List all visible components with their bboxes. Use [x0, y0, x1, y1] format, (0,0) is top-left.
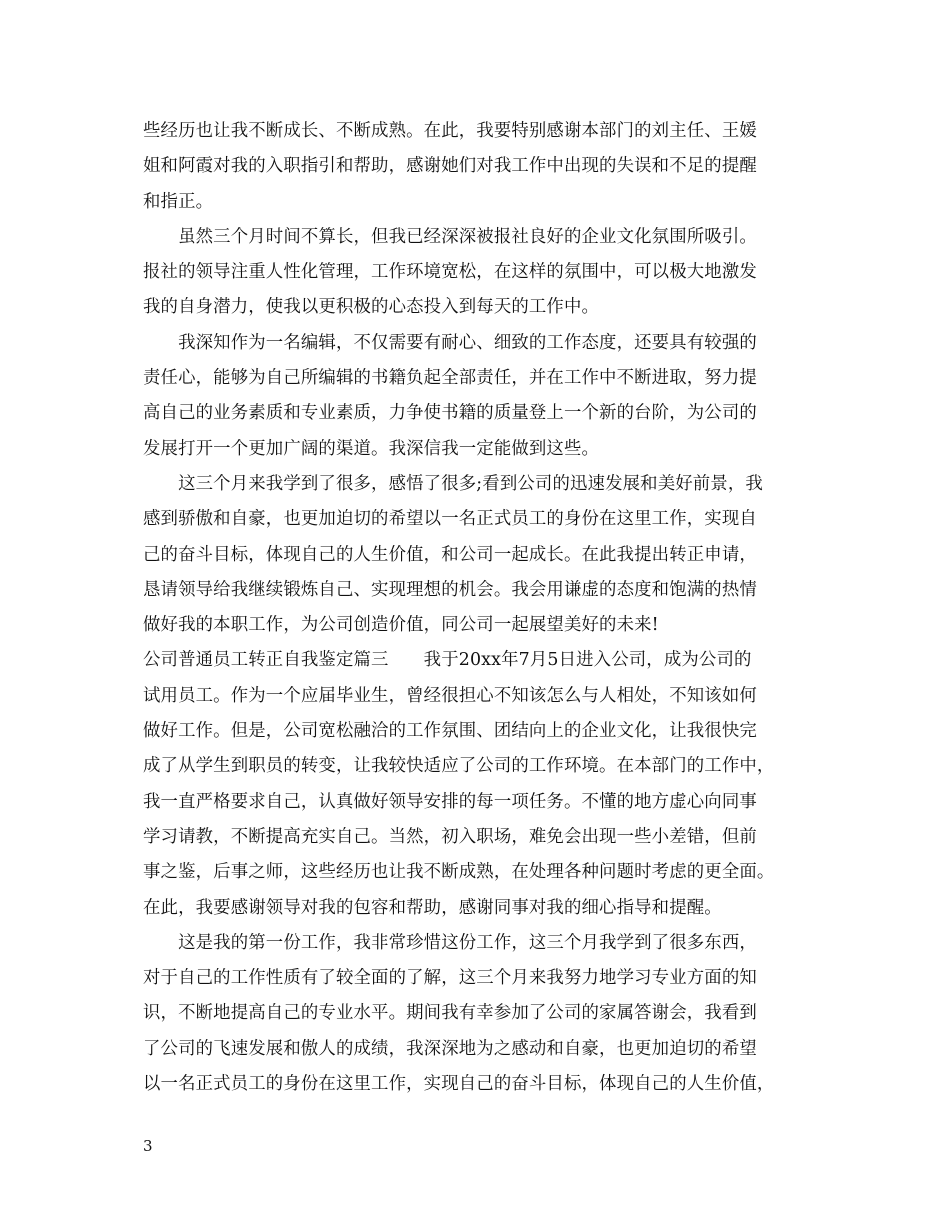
text-line: 感到骄傲和自豪，也更加迫切的希望以一名正式员工的身份在这里工作，实现自	[143, 509, 757, 530]
text-line: 责任心，能够为自己所编辑的书籍负起全部责任，并在工作中不断进取，努力提	[143, 368, 757, 389]
text-line: 事之鉴，后事之师，这些经历也让我不断成熟，在处理各种问题时考虑的更全面。	[143, 862, 775, 883]
text-line: 些经历也让我不断成长、不断成熟。在此，我要特别感谢本部门的刘主任、王媛	[143, 121, 757, 141]
text-line: 这是我的第一份工作，我非常珍惜这份工作，这三个月我学到了很多东西，	[143, 932, 757, 953]
text-line: 对于自己的工作性质有了较全面的了解，这三个月来我努力地学习专业方面的知	[143, 968, 757, 989]
text-line: 姐和阿霞对我的入职指引和帮助，感谢她们对我工作中出现的失误和不足的提醒	[143, 156, 757, 177]
text-line: 做好我的本职工作，为公司创造价值，同公司一起展望美好的未来!	[143, 615, 659, 636]
text-line: 发展打开一个更加广阔的渠道。我深信我一定能做到这些。	[143, 438, 600, 459]
text-line: 识，不断地提高自己的专业水平。期间我有幸参加了公司的家属答谢会，我看到	[143, 1003, 757, 1024]
text-line: 报社的领导注重人性化管理，工作环境宽松，在这样的氛围中，可以极大地激发	[143, 262, 757, 283]
text-line: 学习请教，不断提高充实自己。当然，初入职场，难免会出现一些小差错，但前	[143, 826, 757, 847]
text-line: 做好工作。但是，公司宽松融洽的工作氛围、团结向上的企业文化，让我很快完	[143, 721, 757, 742]
text-line: 高自己的业务素质和专业素质，力争使书籍的质量登上一个新的台阶，为公司的	[143, 403, 757, 424]
section-heading-line: 公司普通员工转正自我鉴定篇三 我于20xx年7月5日进入公司，成为公司的	[143, 650, 752, 671]
text-line: 我深知作为一名编辑，不仅需要有耐心、细致的工作态度，还要具有较强的	[143, 332, 757, 353]
text-line: 以一名正式员工的身份在这里工作，实现自己的奋斗目标，体现自己的人生价值，	[143, 1074, 775, 1095]
text-line: 和指正。	[143, 191, 214, 212]
body-text	[143, 114, 823, 1102]
text-line: 我的自身潜力，使我以更积极的心态投入到每天的工作中。	[143, 297, 600, 318]
text-line: 己的奋斗目标，体现自己的人生价值，和公司一起成长。在此我提出转正申请，	[143, 544, 757, 565]
text-line: 我一直严格要求自己，认真做好领导安排的每一项任务。不懂的地方虚心向同事	[143, 791, 757, 812]
text-line: 在此，我要感谢领导对我的包容和帮助，感谢同事对我的细心指导和提醒。	[143, 897, 722, 918]
text-line: 试用员工。作为一个应届毕业生，曾经很担心不知该怎么与人相处，不知该如何	[143, 685, 757, 706]
text-line: 恳请领导给我继续锻炼自己、实现理想的机会。我会用谦虚的态度和饱满的热情	[143, 579, 757, 600]
text-line: 了公司的飞速发展和傲人的成绩，我深深地为之感动和自豪，也更加迫切的希望	[143, 1038, 757, 1059]
text-line: 虽然三个月时间不算长，但我已经深深被报社良好的企业文化氛围所吸引。	[143, 226, 757, 247]
text-line: 这三个月来我学到了很多，感悟了很多;看到公司的迅速发展和美好前景，我	[143, 473, 763, 494]
text-line: 成了从学生到职员的转变，让我较快适应了公司的工作环境。在本部门的工作中，	[143, 756, 775, 777]
page-number: 3	[143, 1137, 153, 1155]
